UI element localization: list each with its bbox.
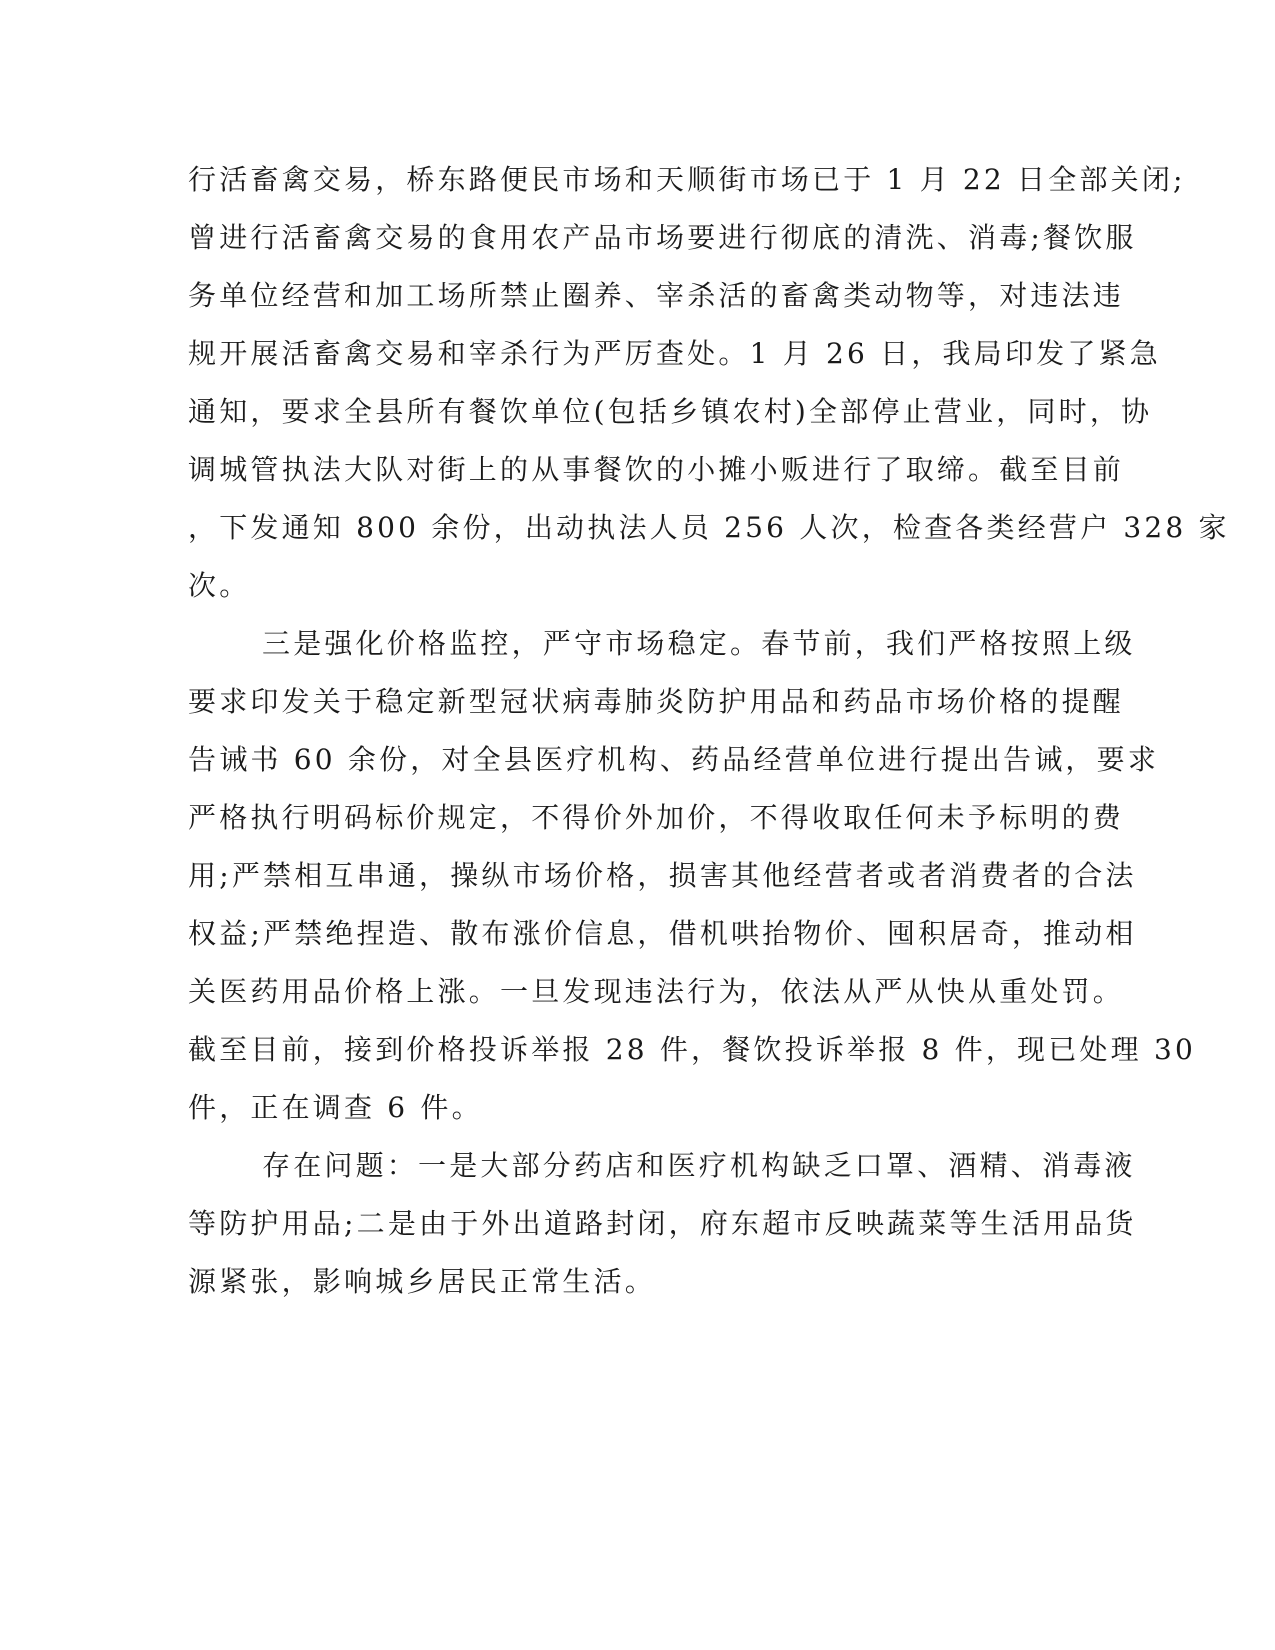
text-line: 告诫书 60 余份，对全县医疗机构、药品经营单位进行提出告诫，要求 (188, 743, 1160, 776)
text-line: 件，正在调查 6 件。 (188, 1091, 483, 1124)
text-line: 通知，要求全县所有餐饮单位(包括乡镇农村)全部停止营业，同时，协 (188, 395, 1153, 428)
text-line: 行活畜禽交易，桥东路便民市场和天顺街市场已于 1 月 22 日全部关闭; (188, 163, 1186, 196)
text-line: 等防护用品;二是由于外出道路封闭，府东超市反映蔬菜等生活用品货 (188, 1207, 1137, 1240)
paragraph-first-line: 存在问题：一是大部分药店和医疗机构缺乏口罩、酒精、消毒液 (262, 1149, 1136, 1182)
text-line: 关医药用品价格上涨。一旦发现违法行为，依法从严从快从重处罚。 (188, 975, 1125, 1008)
text-line: 用;严禁相互串通，操纵市场价格，损害其他经营者或者消费者的合法 (188, 859, 1137, 892)
text-line: 截至目前，接到价格投诉举报 28 件，餐饮投诉举报 8 件，现已处理 30 (188, 1033, 1196, 1066)
text-line: 严格执行明码标价规定，不得价外加价，不得收取任何未予标明的费 (188, 801, 1125, 834)
paragraph-first-line: 三是强化价格监控，严守市场稳定。春节前，我们严格按照上级 (262, 627, 1136, 660)
text-line: 源紧张，影响城乡居民正常生活。 (188, 1265, 657, 1298)
text-line: 次。 (188, 569, 251, 602)
text-line: ，下发通知 800 余份，出动执法人员 256 人次，检查各类经营户 328 家 (188, 511, 1230, 544)
text-line: 调城管执法大队对街上的从事餐饮的小摊小贩进行了取缔。截至目前 (188, 453, 1125, 486)
text-line: 权益;严禁绝捏造、散布涨价信息，借机哄抬物价、囤积居奇，推动相 (188, 917, 1137, 950)
text-line: 规开展活畜禽交易和宰杀行为严厉查处。1 月 26 日，我局印发了紧急 (188, 337, 1161, 370)
text-line: 务单位经营和加工场所禁止圈养、宰杀活的畜禽类动物等，对违法违 (188, 279, 1125, 312)
text-line: 曾进行活畜禽交易的食用农产品市场要进行彻底的清洗、消毒;餐饮服 (188, 221, 1137, 254)
text-line: 要求印发关于稳定新型冠状病毒肺炎防护用品和药品市场价格的提醒 (188, 685, 1125, 718)
